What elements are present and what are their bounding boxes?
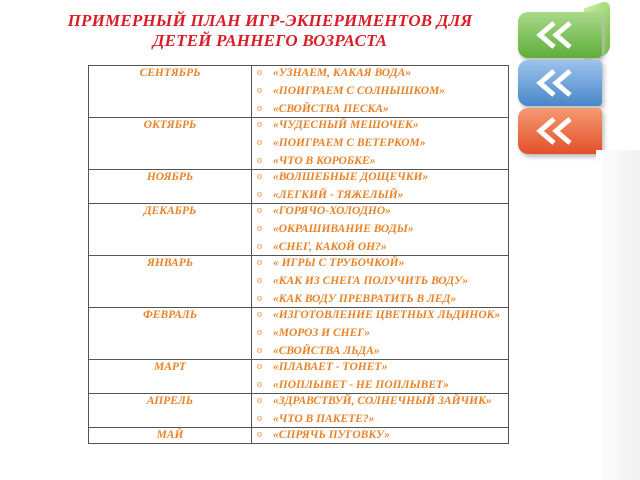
title-line-1: ПРИМЕРНЫЙ ПЛАН ИГР-ЭКПЕРИМЕНТОВ ДЛЯ (67, 11, 473, 30)
activity-list (252, 256, 508, 307)
nav-button-green[interactable] (518, 12, 602, 58)
list-item: o «УЗНАЕМ, КАКАЯ ВОДА» (252, 66, 508, 81)
list-item: o «ЧТО В КОРОБКЕ» (252, 154, 508, 169)
activities-cell (252, 428, 509, 444)
activities-cell (252, 308, 509, 360)
plan-table (88, 65, 509, 444)
list-item: o «КАК ВОДУ ПРЕВРАТИТЬ В ЛЕД» (252, 292, 508, 307)
list-item: o «ГОРЯЧО-ХОЛОДНО» (252, 204, 508, 219)
double-chevron-left-icon (532, 68, 588, 98)
list-item: o «ЧУДЕСНЫЙ МЕШОЧЕК» (252, 118, 508, 133)
activities-cell (252, 66, 509, 118)
activities-cell (252, 360, 509, 394)
month-cell: ОКТЯБРЬ (89, 118, 252, 170)
nav-button-blue[interactable] (518, 60, 602, 106)
month-cell: АПРЕЛЬ (89, 394, 252, 428)
page-title (30, 11, 510, 51)
list-item: o «МОРОЗ И СНЕГ» (252, 326, 508, 341)
activity-list (252, 428, 508, 443)
activities-cell (252, 256, 509, 308)
activity-list (252, 360, 508, 393)
list-item: o «СВОЙСТВА ЛЬДА» (252, 344, 508, 359)
table-row (89, 204, 509, 256)
table-row (89, 308, 509, 360)
nav-button-red[interactable] (518, 108, 602, 154)
list-item: o «ЧТО В ПАКЕТЕ?» (252, 412, 508, 427)
activity-list (252, 308, 508, 359)
table-row (89, 256, 509, 308)
list-item: o «ВОЛШЕБНЫЕ ДОЩЕЧКИ» (252, 170, 508, 185)
month-cell: ФЕВРАЛЬ (89, 308, 252, 360)
month-cell: МАРТ (89, 360, 252, 394)
list-item: o «СПРЯЧЬ ПУГОВКУ» (252, 428, 508, 443)
table-row (89, 66, 509, 118)
title-line-2: ДЕТЕЙ РАННЕГО ВОЗРАСТА (152, 31, 388, 50)
month-cell: ДЕКАБРЬ (89, 204, 252, 256)
month-cell: НОЯБРЬ (89, 170, 252, 204)
list-item: o «ЛЕГКИЙ - ТЯЖЕЛЫЙ» (252, 188, 508, 203)
side-shade-decoration (596, 150, 640, 480)
month-cell: ЯНВАРЬ (89, 256, 252, 308)
activities-cell (252, 204, 509, 256)
activity-list (252, 204, 508, 255)
double-chevron-left-icon (532, 116, 588, 146)
list-item: o «СВОЙСТВА ПЕСКА» (252, 102, 508, 117)
month-cell: СЕНТЯБРЬ (89, 66, 252, 118)
list-item: o «ПЛАВАЕТ - ТОНЕТ» (252, 360, 508, 375)
list-item: o «СНЕГ, КАКОЙ ОН?» (252, 240, 508, 255)
list-item: o «ПОИГРАЕМ С СОЛНЫШКОМ» (252, 84, 508, 99)
list-item: o « ИГРЫ С ТРУБОЧКОЙ» (252, 256, 508, 271)
list-item: o «ОКРАШИВАНИЕ ВОДЫ» (252, 222, 508, 237)
list-item: o «ЗДРАВСТВУЙ, СОЛНЕЧНЫЙ ЗАЙЧИК» (252, 394, 508, 409)
table-row (89, 360, 509, 394)
activity-list (252, 394, 508, 427)
list-item: o «КАК ИЗ СНЕГА ПОЛУЧИТЬ ВОДУ» (252, 274, 508, 289)
double-chevron-left-icon (532, 20, 588, 50)
activities-cell (252, 118, 509, 170)
activity-list (252, 66, 508, 117)
plan-table-body (89, 66, 509, 444)
month-cell: МАЙ (89, 428, 252, 444)
list-item: o «ПОИГРАЕМ С ВЕТЕРКОМ» (252, 136, 508, 151)
table-row (89, 428, 509, 444)
activities-cell (252, 170, 509, 204)
table-row (89, 170, 509, 204)
table-row (89, 118, 509, 170)
activity-list (252, 170, 508, 203)
list-item: o «ИЗГОТОВЛЕНИЕ ЦВЕТНЫХ ЛЬДИНОК» (252, 308, 508, 323)
activity-list (252, 118, 508, 169)
activities-cell (252, 394, 509, 428)
table-row (89, 394, 509, 428)
list-item: o «ПОПЛЫВЕТ - НЕ ПОПЛЫВЕТ» (252, 378, 508, 393)
